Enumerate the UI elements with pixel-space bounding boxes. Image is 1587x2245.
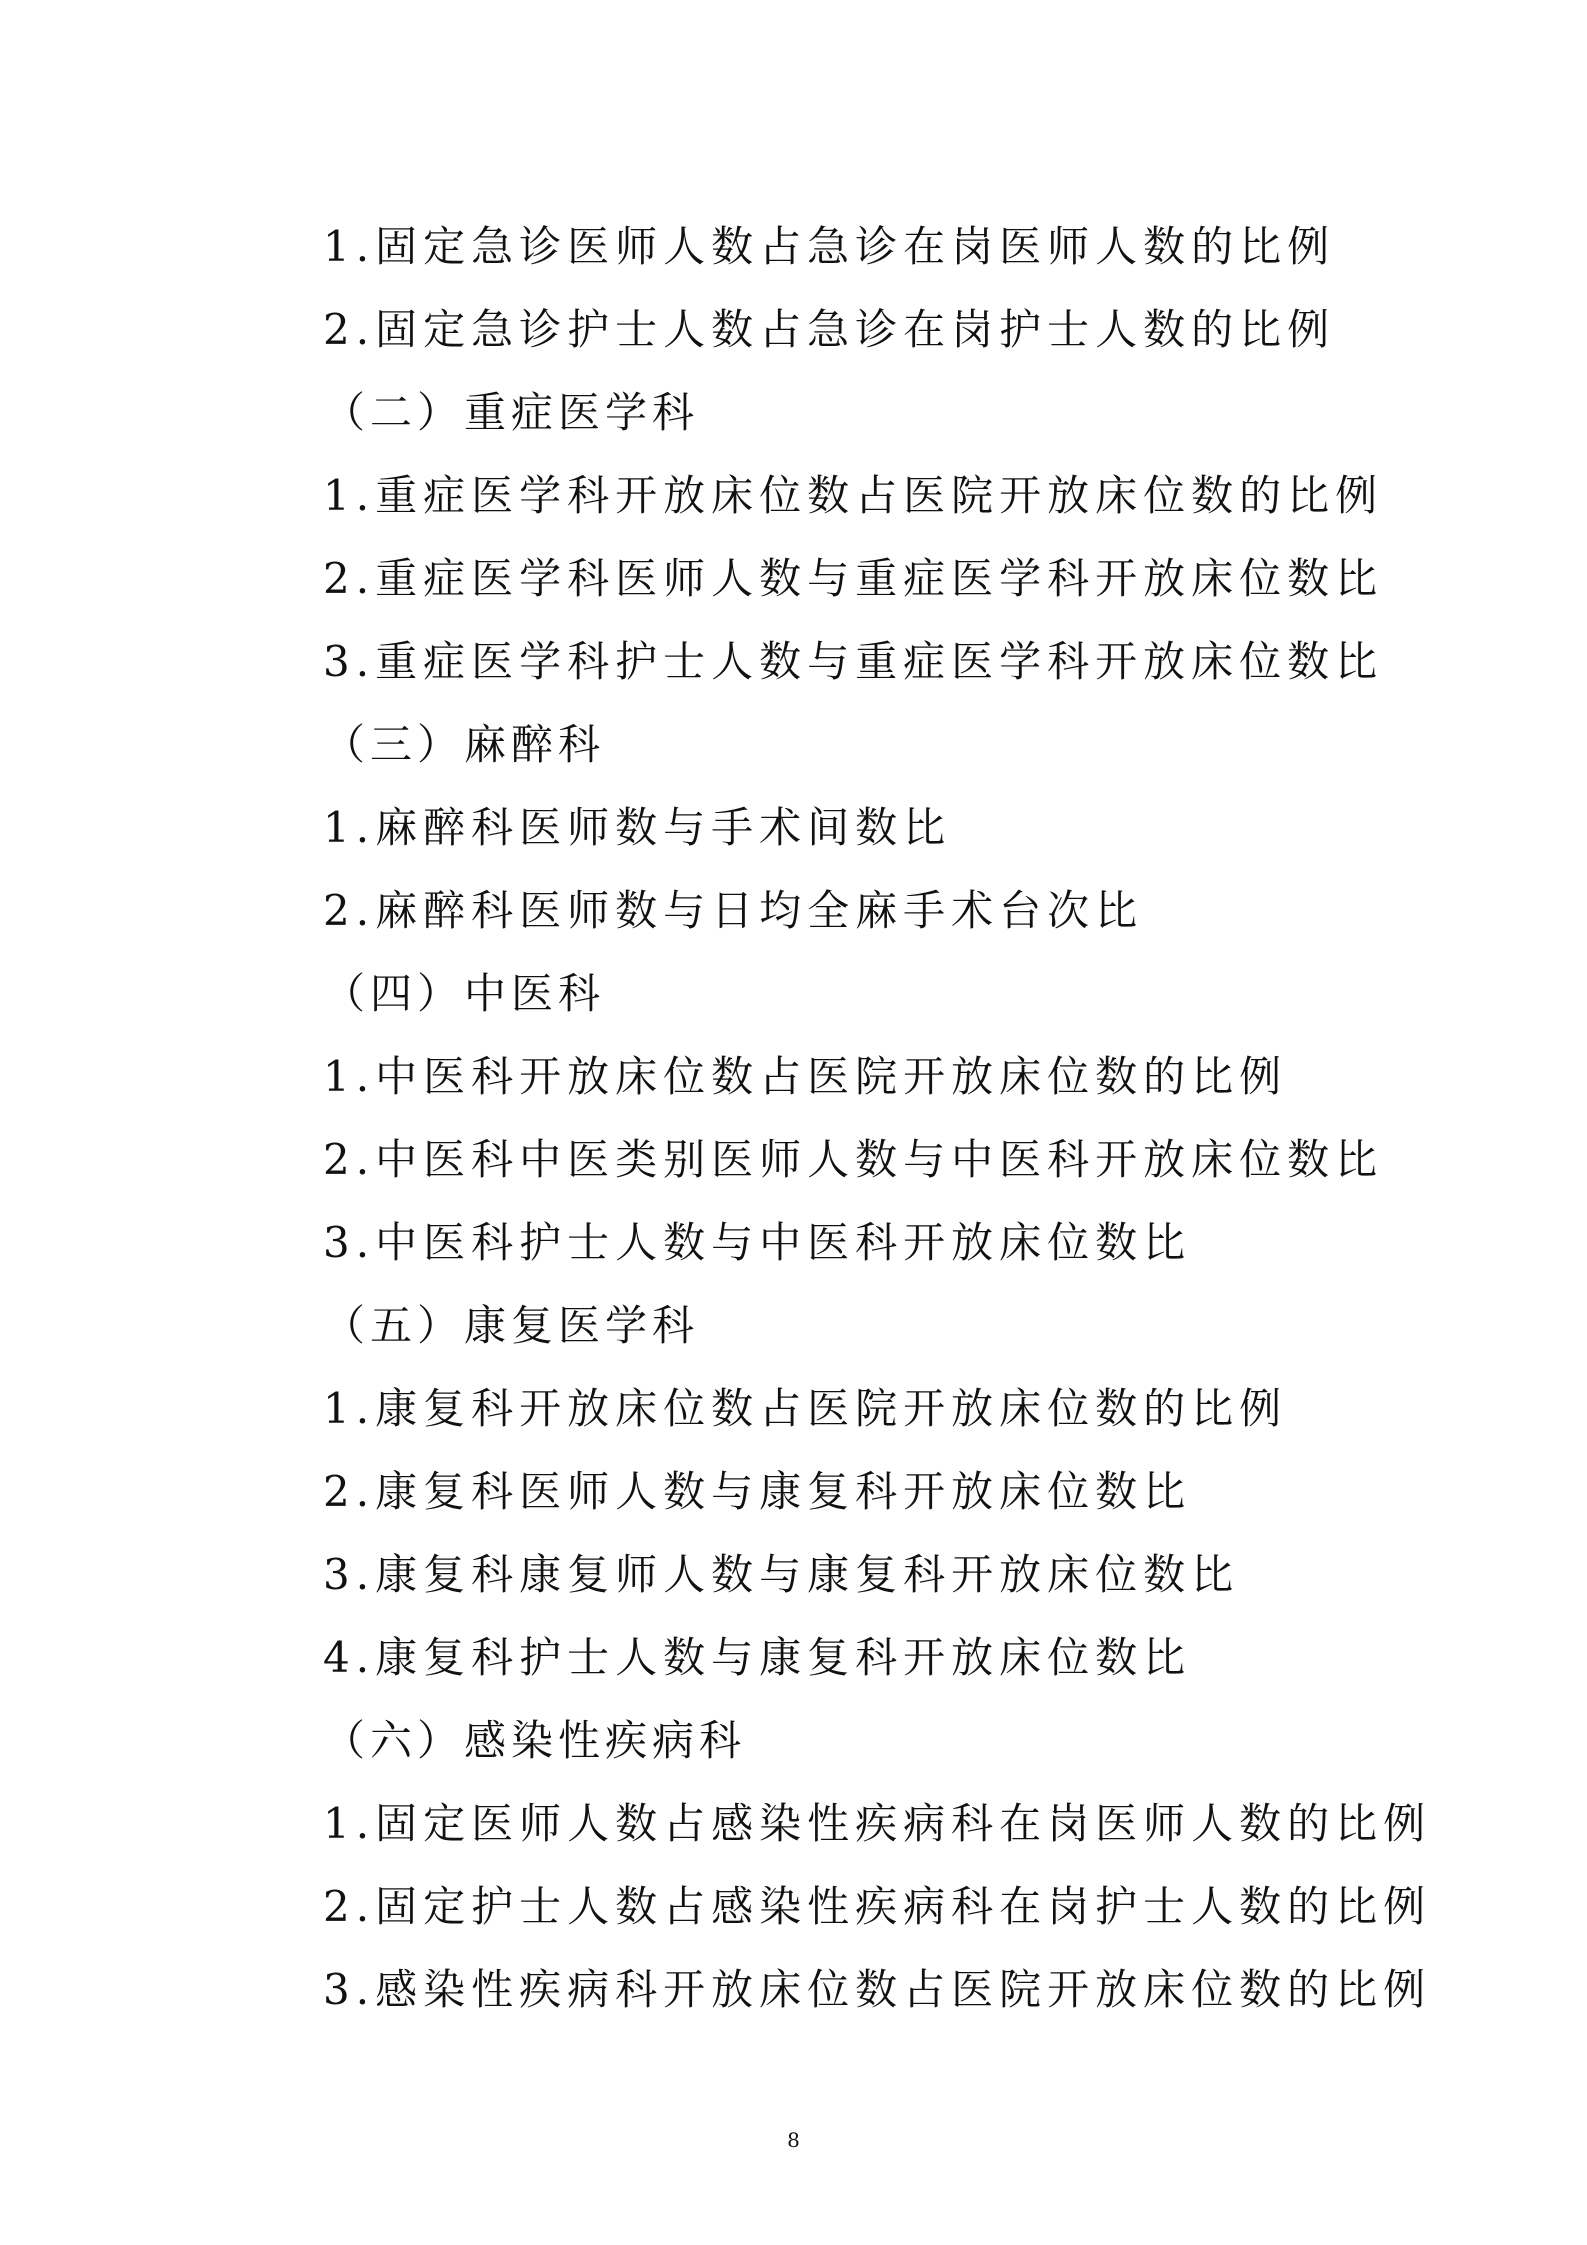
list-item: 2.康复科医师人数与康复科开放床位数比	[323, 1467, 1192, 1516]
list-item: 1.麻醉科医师数与手术间数比	[323, 803, 952, 852]
list-item: 3.康复科康复师人数与康复科开放床位数比	[323, 1550, 1240, 1599]
list-item: 3.重症医学科护士人数与重症医学科开放床位数比	[323, 637, 1384, 686]
list-item: 3.中医科护士人数与中医科开放床位数比	[323, 1218, 1192, 1267]
section-heading: （六）感染性疾病科	[323, 1716, 747, 1765]
list-item: 3.感染性疾病科开放床位数占医院开放床位数的比例	[323, 1965, 1432, 2014]
list-item: 1.重症医学科开放床位数占医院开放床位数的比例	[323, 471, 1384, 520]
list-item: 1.中医科开放床位数占医院开放床位数的比例	[323, 1052, 1288, 1101]
section-heading: （四）中医科	[323, 969, 606, 1018]
list-item: 1.康复科开放床位数占医院开放床位数的比例	[323, 1384, 1288, 1433]
page-number: 8	[787, 2128, 800, 2152]
list-item: 2.重症医学科医师人数与重症医学科开放床位数比	[323, 554, 1384, 603]
list-item: 2.固定急诊护士人数占急诊在岗护士人数的比例	[323, 305, 1336, 354]
section-heading: （二）重症医学科	[323, 388, 700, 437]
list-item: 2.固定护士人数占感染性疾病科在岗护士人数的比例	[323, 1882, 1432, 1931]
section-heading: （三）麻醉科	[323, 720, 606, 769]
section-heading: （五）康复医学科	[323, 1301, 700, 1350]
list-item: 2.中医科中医类别医师人数与中医科开放床位数比	[323, 1135, 1384, 1184]
list-item: 1.固定医师人数占感染性疾病科在岗医师人数的比例	[323, 1799, 1432, 1848]
list-item: 1.固定急诊医师人数占急诊在岗医师人数的比例	[323, 222, 1336, 271]
list-item: 4.康复科护士人数与康复科开放床位数比	[323, 1633, 1192, 1682]
list-item: 2.麻醉科医师数与日均全麻手术台次比	[323, 886, 1144, 935]
document-body	[323, 205, 1432, 2031]
